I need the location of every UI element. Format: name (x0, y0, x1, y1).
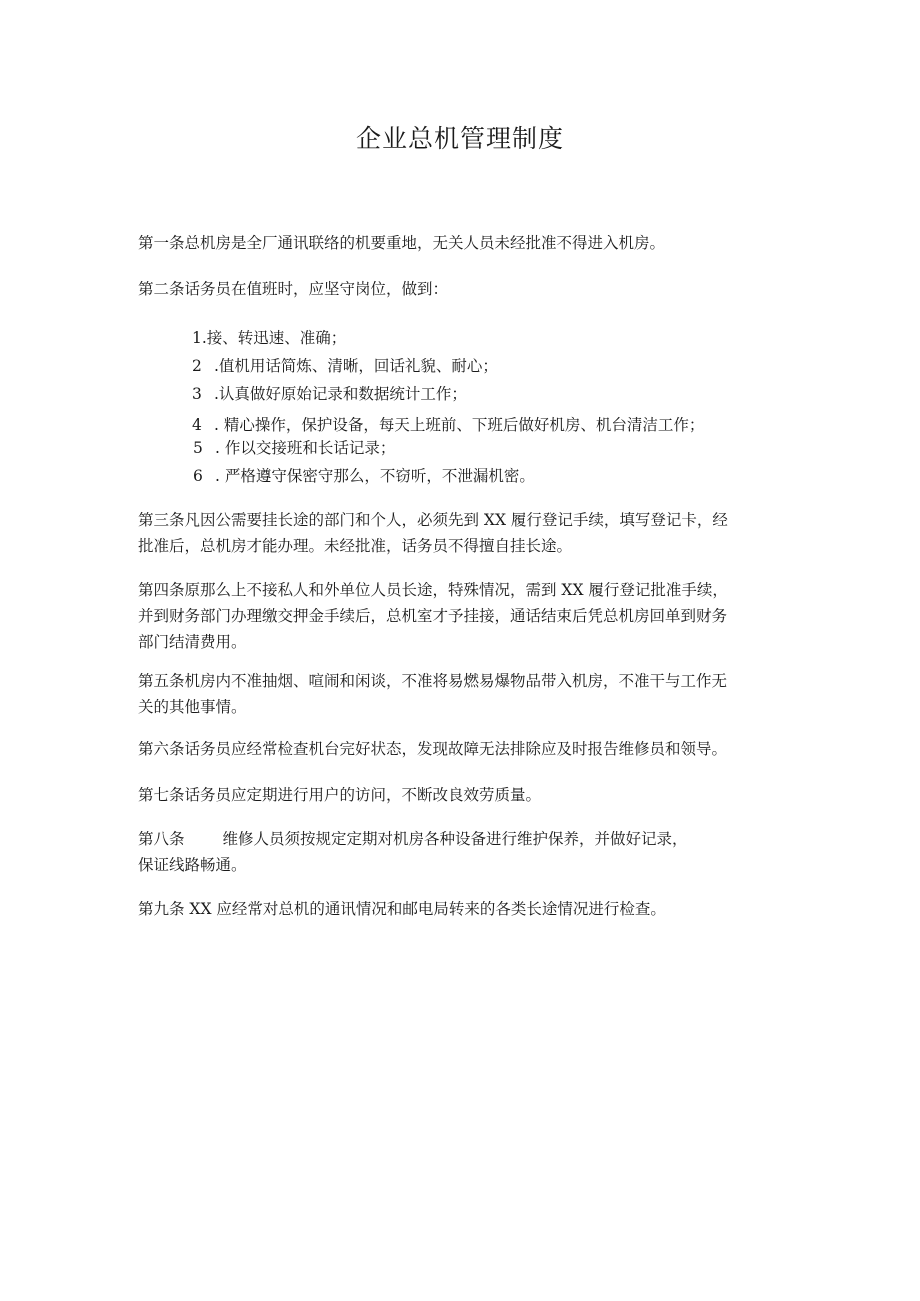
article-8-first-line (138, 826, 798, 852)
article-5 (138, 668, 798, 720)
list-item-text: .接、转迅速、准确； (201, 329, 347, 347)
article-2: 第二条话务员在值班时，应坚守岗位，做到： (138, 280, 449, 298)
list-item (192, 383, 467, 405)
article-5-line: 关的其他事情。 (138, 698, 247, 716)
article-6: 第六条话务员应经常检查机台完好状态，发现故障无法排除应及时报告维修员和领导。 (138, 740, 728, 758)
list-item-number: 2 (192, 357, 202, 375)
list-item-text: . 严格遵守保密守那么，不窃听，不泄漏机密。 (215, 467, 535, 485)
list-item-number: 1 (192, 329, 202, 347)
list-item (193, 437, 395, 459)
list-item-number: 5 (193, 439, 203, 457)
list-item-number: 3 (192, 385, 202, 403)
article-1: 第一条总机房是全厂通讯联络的机要重地，无关人员未经批准不得进入机房。 (138, 234, 666, 252)
list-item (192, 355, 498, 377)
list-item (192, 327, 346, 349)
article-3 (138, 507, 798, 559)
list-item-number: 4 (192, 416, 202, 434)
article-7: 第七条话务员应定期进行用户的访问，不断改良效劳质量。 (138, 786, 542, 804)
list-item (193, 465, 535, 487)
list-item-text: .值机用话简炼、清晰，回话礼貌、耐心； (214, 357, 498, 375)
article-8-line: 保证线路畅通。 (138, 856, 247, 874)
list-item-number: 6 (193, 467, 203, 485)
article-4-line: 部门结清费用。 (138, 633, 247, 651)
article-9: 第九条 XX 应经常对总机的通讯情况和邮电局转来的各类长途情况进行检查。 (138, 900, 666, 918)
article-3-line: 批准后，总机房才能办理。未经批准，话务员不得擅自挂长途。 (138, 537, 573, 555)
article-8 (138, 826, 798, 878)
article-3-line: 第三条凡因公需要挂长途的部门和个人，必须先到 XX 履行登记手续，填写登记卡，经 (138, 511, 728, 529)
article-4-line: 第四条原那么上不接私人和外单位人员长途，特殊情况，需到 XX 履行登记批准手续， (138, 581, 728, 599)
list-item (192, 414, 704, 436)
list-item-text: . 精心操作，保护设备，每天上班前、下班后做好机房、机台清洁工作； (214, 416, 705, 434)
article-4 (138, 577, 798, 655)
article-8-line: 维修人员须按规定定期对机房各种设备进行维护保养，并做好记录， (222, 830, 688, 848)
article-8-label: 第八条 (138, 830, 185, 848)
list-item-text: . 作以交接班和长话记录； (215, 439, 396, 457)
article-5-line: 第五条机房内不准抽烟、喧闹和闲谈，不准将易燃易爆物品带入机房，不准干与工作无 (138, 672, 728, 690)
list-item-text: .认真做好原始记录和数据统计工作； (214, 385, 467, 403)
document-title: 企业总机管理制度 (355, 124, 564, 153)
article-4-line: 并到财务部门办理缴交押金手续后，总机室才予挂接，通话结束后凭总机房回单到财务 (138, 607, 728, 625)
